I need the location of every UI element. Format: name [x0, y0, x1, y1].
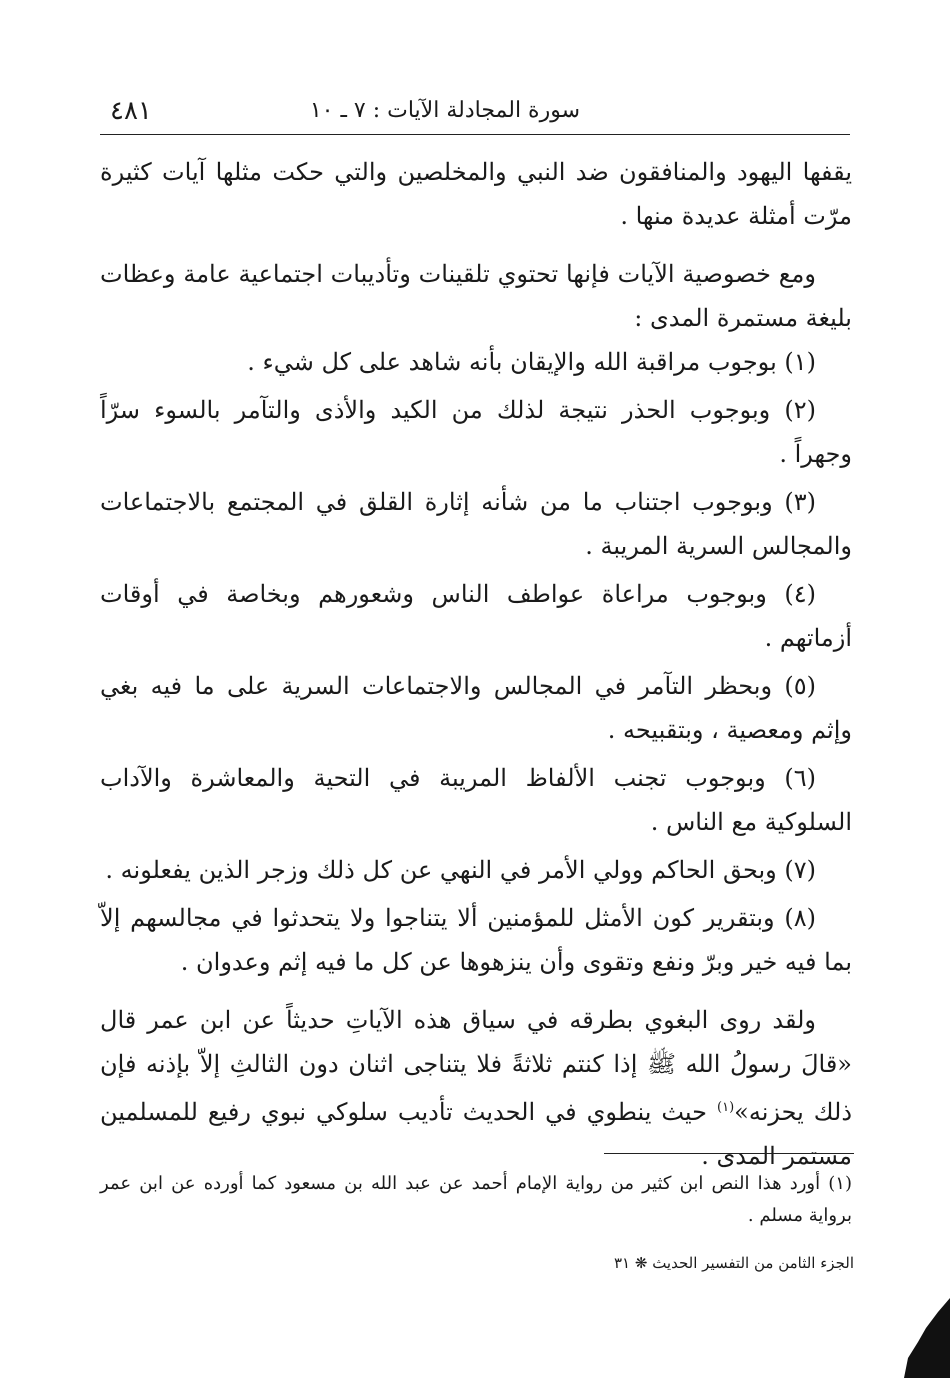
footnote-reference[interactable]: (١): [717, 1100, 735, 1115]
header-title: سورة المجادلة الآيات : ٧ ـ ١٠: [309, 98, 580, 123]
hadith-commentary: حيث ينطوي في الحديث تأديب سلوكي نبوي رفيع للمسلمين مستمر المدى .: [100, 1098, 852, 1170]
main-text: [100, 150, 852, 1178]
scan-shadow-mark: [904, 1298, 950, 1378]
intro-paragraph: يقفها اليهود والمنافقون ضد النبي والمخلصين والتي حكت مثلها آيات كثيرة مرّت أمثلة عديدة منها .: [100, 158, 853, 230]
list-item: (٢) وبوجوب الحذر نتيجة لذلك من الكيد والأذى والتآمر بالسوء سرّاً وجهراً .: [100, 396, 852, 468]
footnote: [100, 1168, 852, 1232]
printer-signature: الجزء الثامن من التفسير الحديث ❋ ٣١: [613, 1254, 854, 1272]
list-item: (٣) وبوجوب اجتناب ما من شأنه إثارة القلق في المجتمع بالاجتماعات والمجالس السرية المريبة .: [100, 488, 852, 560]
running-header: [100, 96, 850, 135]
list-item: (٤) وبوجوب مراعاة عواطف الناس وشعورهم وبخاصة في أوقات أزماتهم .: [100, 580, 852, 652]
paragraph-teachings: ومع خصوصية الآيات فإنها تحتوي تلقينات وتأديبات اجتماعية عامة وعظات بليغة مستمرة المدى :: [100, 260, 852, 332]
list-item: (٨) وبتقرير كون الأمثل للمؤمنين ألا يتناجوا ولا يتحدثوا في مجالسهم إلاّ بما فيه خير وبرّ ونفع وتقوى وأن ينزهوها عن كل ما فيه إثم وعدوان .: [100, 904, 852, 976]
footnote-text: (١) أورد هذا النص ابن كثير من رواية الإمام أحمد عن عبد الله بن مسعود كما أورده عن ابن عمر برواية مسلم .: [100, 1173, 852, 1226]
hadith-paragraph: [100, 998, 852, 1178]
list-item: (٧) وبحق الحاكم وولي الأمر في النهي عن كل ذلك وزجر الذين يفعلونه .: [105, 856, 816, 884]
list-item: (١) بوجوب مراقبة الله والإيقان بأنه شاهد على كل شيء .: [247, 348, 816, 376]
hadith-text: ولقد روى البغوي بطرقه في سياق هذه الآياتِ حديثاً عن ابن عمر قال «قالَ رسولُ الله ﷺ إذا كنتم ثلاثةً فلا يتناجى اثنان دون الثالثِ إلاّ بإذنه فإن ذلك يحزنه»: [100, 1006, 852, 1126]
footnote-divider: [604, 1153, 854, 1154]
list-item: (٦) وبوجوب تجنب الألفاظ المريبة في التحية والمعاشرة والآداب السلوكية مع الناس .: [100, 764, 852, 836]
page-number: ٤٨١: [110, 96, 152, 126]
list-item: (٥) وبحظر التآمر في المجالس والاجتماعات السرية على ما فيه بغي وإثم ومعصية ، وبتقبيحه .: [100, 672, 852, 744]
